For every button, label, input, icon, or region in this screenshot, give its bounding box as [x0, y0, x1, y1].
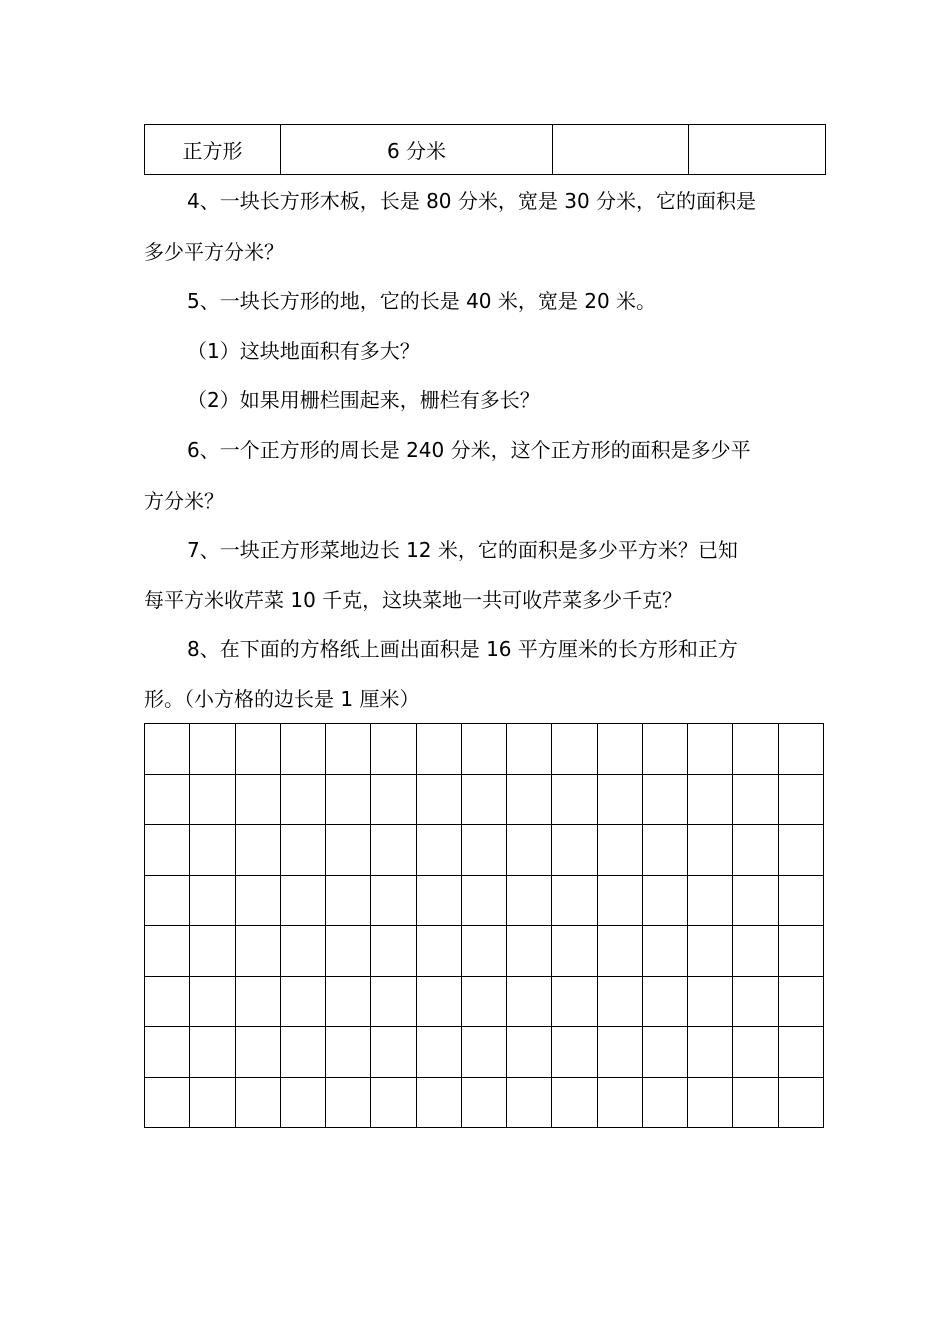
grid-row	[145, 724, 824, 775]
grid-cell[interactable]	[280, 825, 325, 876]
grid-cell[interactable]	[507, 825, 552, 876]
grid-cell[interactable]	[552, 926, 597, 977]
grid-cell[interactable]	[597, 1077, 642, 1128]
grid-cell[interactable]	[235, 724, 280, 775]
question-8-line-1: 8、在下面的方格纸上画出面积是 16 平方厘米的长方形和正方	[187, 637, 738, 661]
grid-cell[interactable]	[733, 976, 778, 1027]
grid-cell[interactable]	[552, 825, 597, 876]
grid-cell[interactable]	[552, 724, 597, 775]
grid-cell[interactable]	[326, 875, 371, 926]
grid-cell[interactable]	[597, 926, 642, 977]
grid-cell[interactable]	[552, 774, 597, 825]
grid-cell[interactable]	[371, 1077, 416, 1128]
grid-cell[interactable]	[733, 926, 778, 977]
side-length-cell: 6 分米	[281, 125, 553, 175]
grid-cell[interactable]	[145, 926, 190, 977]
grid-cell[interactable]	[190, 926, 235, 977]
grid-cell[interactable]	[642, 976, 687, 1027]
grid-cell[interactable]	[371, 825, 416, 876]
grid-cell[interactable]	[371, 774, 416, 825]
grid-cell[interactable]	[461, 1027, 506, 1078]
grid-cell[interactable]	[461, 926, 506, 977]
shape-table	[144, 124, 826, 175]
grid-cell[interactable]	[145, 774, 190, 825]
grid-cell[interactable]	[326, 926, 371, 977]
grid-cell[interactable]	[733, 1077, 778, 1128]
grid-cell[interactable]	[416, 774, 461, 825]
grid-cell[interactable]	[552, 875, 597, 926]
question-4-line-1: 4、一块长方形木板，长是 80 分米，宽是 30 分米，它的面积是	[187, 189, 757, 213]
table-row	[145, 125, 826, 175]
grid-cell[interactable]	[642, 1027, 687, 1078]
grid-cell[interactable]	[461, 724, 506, 775]
grid-cell[interactable]	[235, 1077, 280, 1128]
grid-cell[interactable]	[507, 875, 552, 926]
grid-cell[interactable]	[597, 875, 642, 926]
question-8-line-2: 形。（小方格的边长是 1 厘米）	[144, 687, 420, 711]
grid-cell[interactable]	[326, 1027, 371, 1078]
grid-cell[interactable]	[461, 875, 506, 926]
grid-cell[interactable]	[642, 825, 687, 876]
question-7-line-2: 每平方米收芹菜 10 千克，这块菜地一共可收芹菜多少千克？	[144, 588, 683, 612]
grid-cell[interactable]	[461, 1077, 506, 1128]
grid-cell[interactable]	[280, 926, 325, 977]
question-5-line-1: 5、一块长方形的地，它的长是 40 米，宽是 20 米。	[187, 289, 657, 313]
grid-cell[interactable]	[145, 724, 190, 775]
grid-cell[interactable]	[507, 724, 552, 775]
grid-cell[interactable]	[733, 875, 778, 926]
grid-cell[interactable]	[688, 1077, 733, 1128]
grid-cell[interactable]	[642, 724, 687, 775]
grid-cell[interactable]	[461, 976, 506, 1027]
grid-cell[interactable]	[371, 926, 416, 977]
grid-cell[interactable]	[326, 825, 371, 876]
grid-cell[interactable]	[688, 774, 733, 825]
grid-cell[interactable]	[326, 724, 371, 775]
grid-cell[interactable]	[597, 825, 642, 876]
grid-cell[interactable]	[190, 825, 235, 876]
grid-cell[interactable]	[371, 724, 416, 775]
grid-cell[interactable]	[461, 825, 506, 876]
grid-cell[interactable]	[235, 774, 280, 825]
grid-cell[interactable]	[597, 774, 642, 825]
grid-cell[interactable]	[778, 976, 823, 1027]
grid-row	[145, 926, 824, 977]
grid-cell[interactable]	[733, 774, 778, 825]
grid-cell[interactable]	[642, 875, 687, 926]
grid-cell[interactable]	[416, 724, 461, 775]
grid-cell[interactable]	[688, 825, 733, 876]
grid-cell[interactable]	[145, 875, 190, 926]
grid-cell[interactable]	[733, 724, 778, 775]
grid-cell[interactable]	[597, 976, 642, 1027]
grid-cell[interactable]	[235, 825, 280, 876]
grid-cell[interactable]	[190, 875, 235, 926]
grid-cell[interactable]	[416, 1027, 461, 1078]
grid-cell[interactable]	[507, 976, 552, 1027]
grid-cell[interactable]	[642, 1077, 687, 1128]
grid-cell[interactable]	[145, 976, 190, 1027]
grid-cell[interactable]	[190, 1027, 235, 1078]
grid-cell[interactable]	[552, 1077, 597, 1128]
grid-cell[interactable]	[235, 926, 280, 977]
grid-row	[145, 875, 824, 926]
perimeter-answer-cell[interactable]	[553, 125, 689, 175]
question-5-subquestion-1: （1）这块地面积有多大？	[187, 339, 420, 363]
grid-cell[interactable]	[371, 976, 416, 1027]
grid-cell[interactable]	[190, 1077, 235, 1128]
grid-cell[interactable]	[280, 976, 325, 1027]
grid-cell[interactable]	[688, 1027, 733, 1078]
grid-row	[145, 825, 824, 876]
grid-cell[interactable]	[778, 926, 823, 977]
grid-cell[interactable]	[778, 1077, 823, 1128]
grid-cell[interactable]	[280, 724, 325, 775]
grid-cell[interactable]	[688, 926, 733, 977]
question-6-line-2: 方分米？	[144, 489, 224, 513]
grid-cell[interactable]	[145, 1077, 190, 1128]
grid-cell[interactable]	[688, 976, 733, 1027]
grid-cell[interactable]	[235, 1027, 280, 1078]
grid-cell[interactable]	[145, 1027, 190, 1078]
grid-cell[interactable]	[371, 875, 416, 926]
grid-cell[interactable]	[507, 774, 552, 825]
grid-cell[interactable]	[416, 1077, 461, 1128]
grid-cell[interactable]	[280, 1027, 325, 1078]
grid-cell[interactable]	[416, 976, 461, 1027]
shape-cell: 正方形	[145, 125, 281, 175]
grid-cell[interactable]	[778, 875, 823, 926]
grid-cell[interactable]	[778, 1027, 823, 1078]
grid-cell[interactable]	[190, 976, 235, 1027]
square-grid-paper[interactable]	[144, 723, 824, 1128]
grid-cell[interactable]	[688, 724, 733, 775]
grid-cell[interactable]	[371, 1027, 416, 1078]
grid-cell[interactable]	[733, 825, 778, 876]
grid-cell[interactable]	[778, 774, 823, 825]
question-4-line-2: 多少平方分米？	[144, 240, 284, 264]
grid-cell[interactable]	[552, 1027, 597, 1078]
question-7-line-1: 7、一块正方形菜地边长 12 米，它的面积是多少平方米？已知	[187, 538, 738, 562]
grid-cell[interactable]	[642, 774, 687, 825]
grid-cell[interactable]	[778, 724, 823, 775]
grid-cell[interactable]	[416, 825, 461, 876]
question-5-subquestion-2: （2）如果用栅栏围起来，栅栏有多长？	[187, 388, 540, 412]
grid-cell[interactable]	[280, 1077, 325, 1128]
question-6-line-1: 6、一个正方形的周长是 240 分米，这个正方形的面积是多少平	[187, 438, 751, 462]
grid-cell[interactable]	[326, 774, 371, 825]
grid-row	[145, 976, 824, 1027]
grid-cell[interactable]	[688, 875, 733, 926]
grid-cell[interactable]	[733, 1027, 778, 1078]
grid-cell[interactable]	[507, 1077, 552, 1128]
grid-cell[interactable]	[461, 774, 506, 825]
grid-cell[interactable]	[280, 774, 325, 825]
grid-cell[interactable]	[597, 1027, 642, 1078]
grid-cell[interactable]	[507, 926, 552, 977]
grid-cell[interactable]	[190, 724, 235, 775]
grid-cell[interactable]	[326, 1077, 371, 1128]
grid-cell[interactable]	[778, 825, 823, 876]
grid-cell[interactable]	[597, 724, 642, 775]
grid-cell[interactable]	[416, 926, 461, 977]
grid-row	[145, 774, 824, 825]
grid-cell[interactable]	[416, 875, 461, 926]
grid-cell[interactable]	[190, 774, 235, 825]
grid-cell[interactable]	[507, 1027, 552, 1078]
grid-cell[interactable]	[326, 976, 371, 1027]
grid-cell[interactable]	[552, 976, 597, 1027]
grid-cell[interactable]	[642, 926, 687, 977]
grid-cell[interactable]	[280, 875, 325, 926]
grid-row	[145, 1077, 824, 1128]
grid-cell[interactable]	[145, 825, 190, 876]
grid-row	[145, 1027, 824, 1078]
grid-cell[interactable]	[235, 875, 280, 926]
area-answer-cell[interactable]	[689, 125, 826, 175]
grid-cell[interactable]	[235, 976, 280, 1027]
